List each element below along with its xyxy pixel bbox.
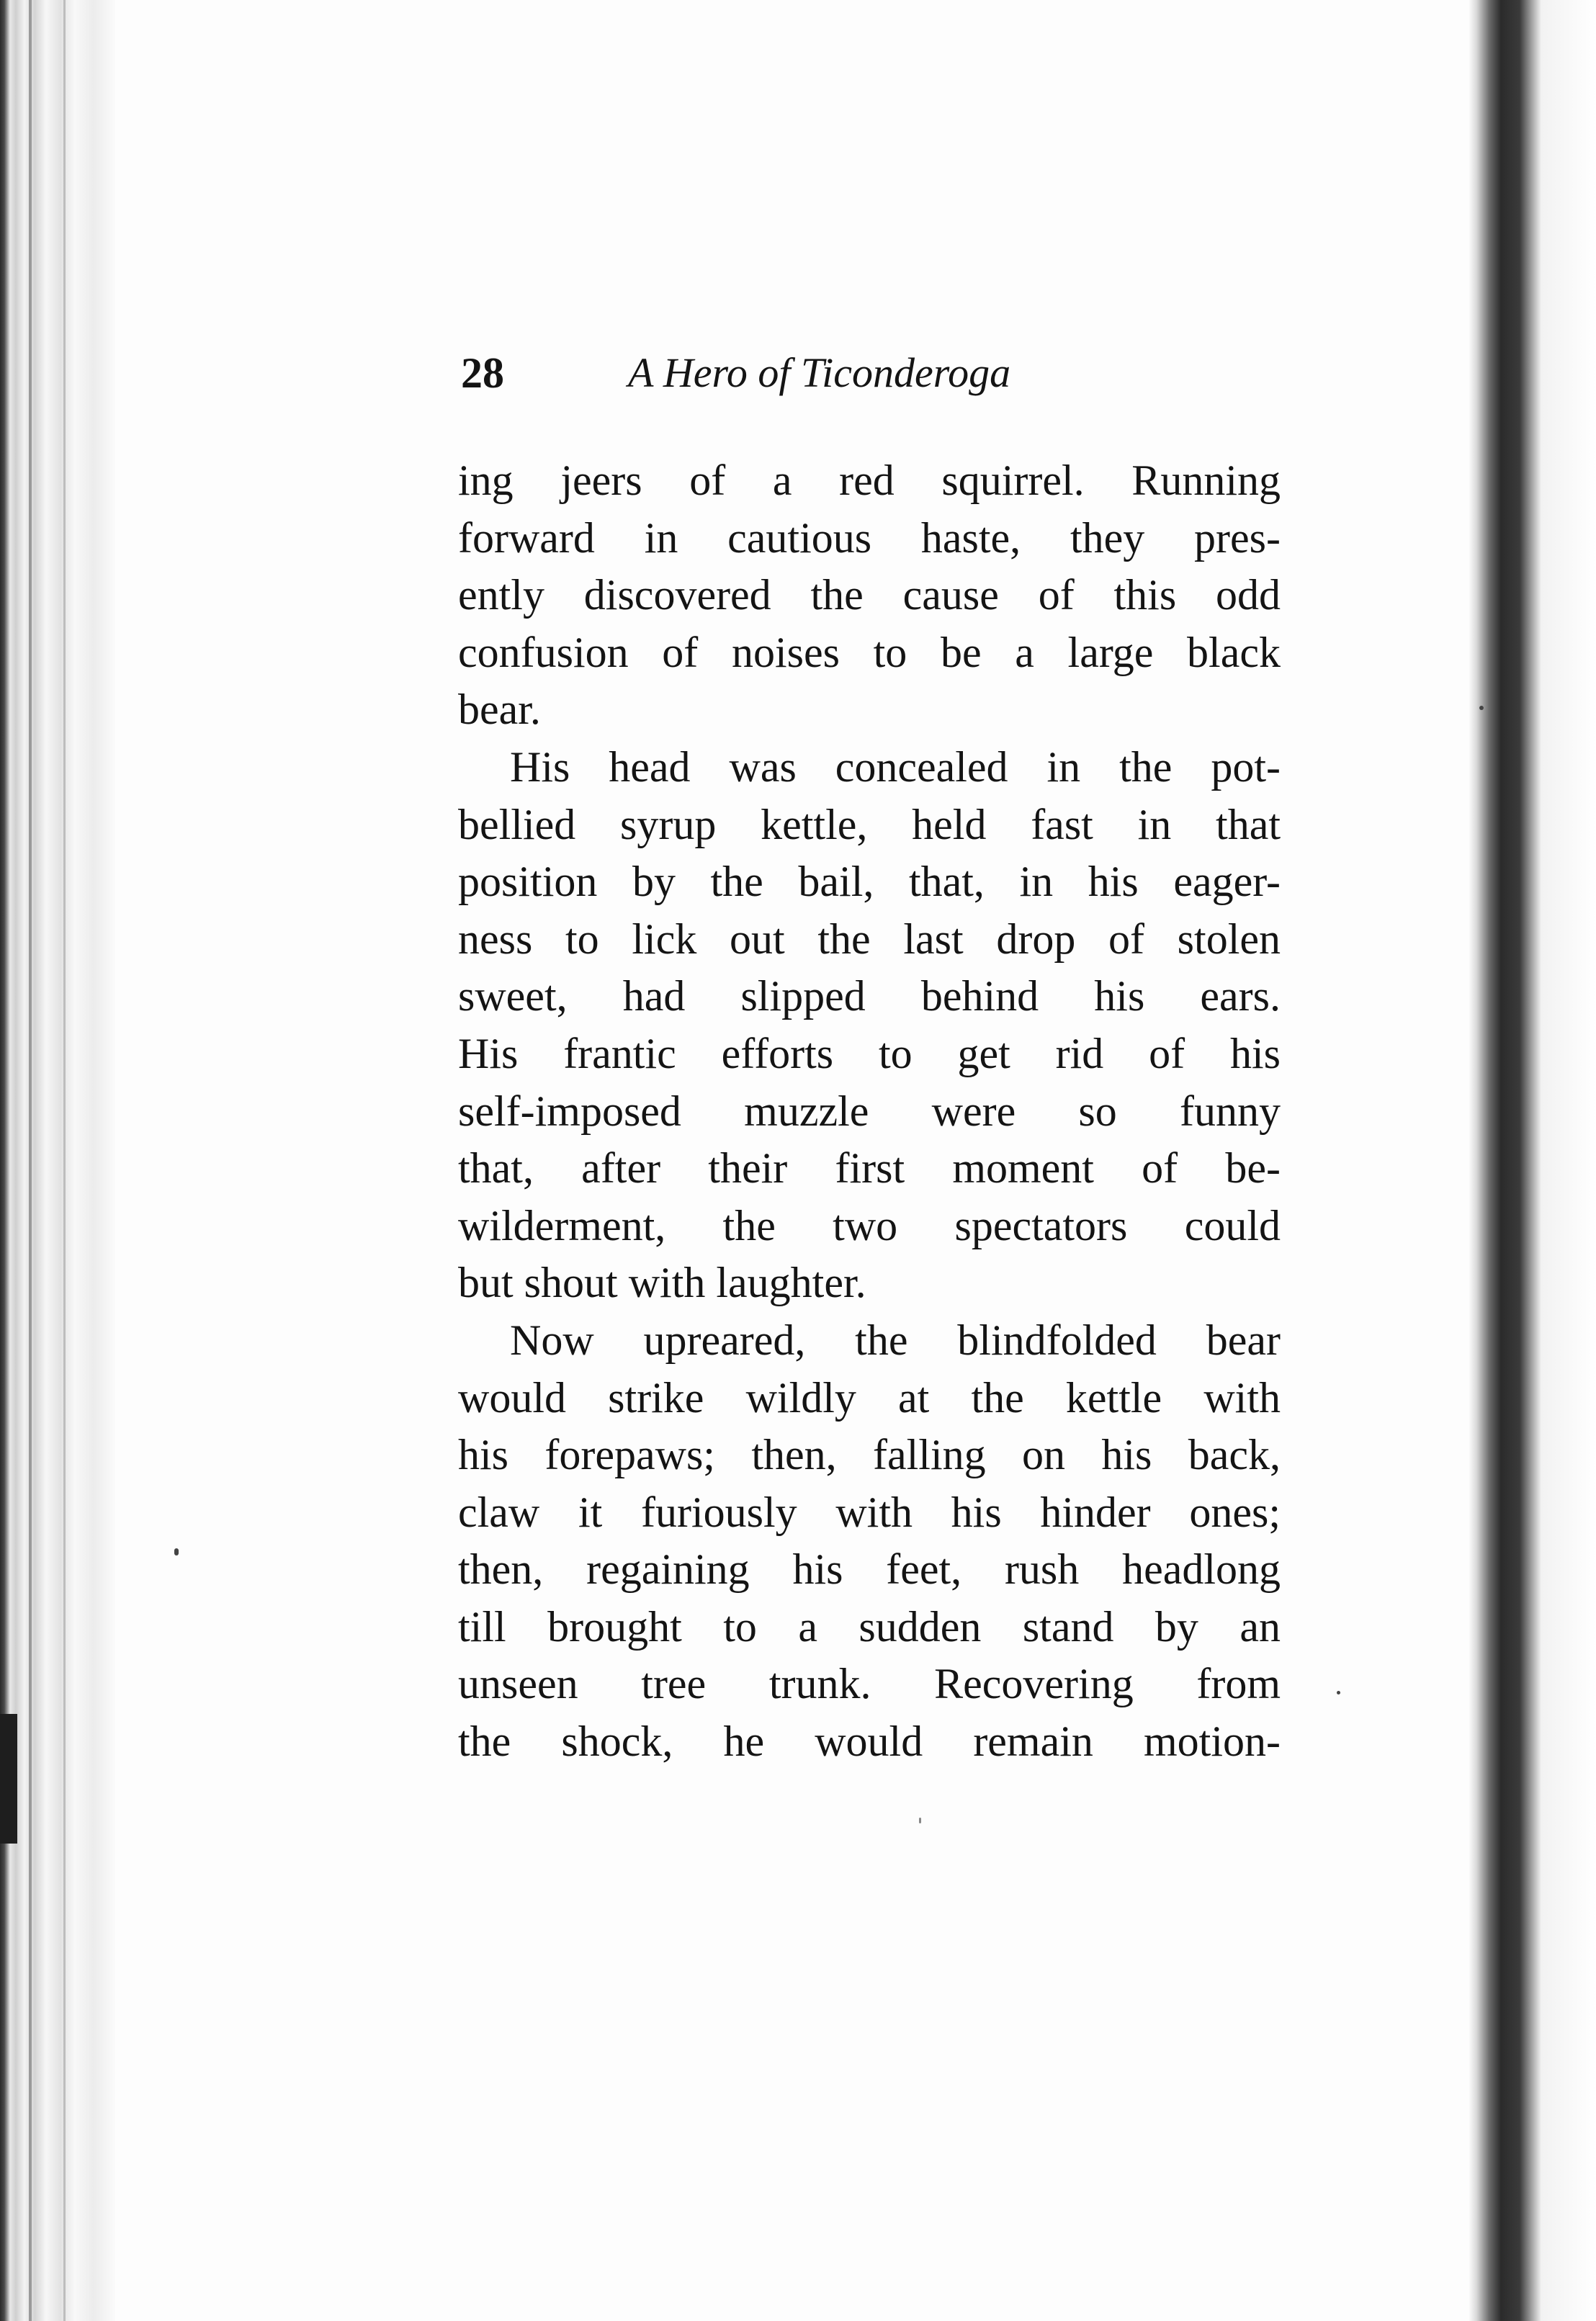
text-line: wilderment, the two spectators could <box>458 1201 1281 1249</box>
print-speck <box>1337 1691 1340 1694</box>
running-title: A Hero of Ticonderoga <box>628 349 1011 396</box>
text-line: the shock, he would remain motion- <box>458 1718 1281 1766</box>
text-line: bellied syrup kettle, held fast in that <box>458 800 1281 848</box>
text-line: sweet, had slipped behind his ears. <box>458 972 1281 1020</box>
page-header <box>461 344 1109 402</box>
text-line: His head was concealed in the pot- <box>510 742 1281 791</box>
text-line: ently discovered the cause of this odd <box>458 571 1281 619</box>
text-line: then, regaining his feet, rush headlong <box>458 1545 1281 1594</box>
print-speck <box>174 1548 179 1555</box>
text-line: ing jeers of a red squirrel. Running <box>458 457 1281 504</box>
text-line: till brought to a sudden stand by an <box>458 1602 1281 1651</box>
text-line: self-imposed muzzle were so funny <box>458 1087 1281 1135</box>
body-text <box>458 452 1281 1771</box>
text-line: bear. <box>458 686 541 734</box>
text-line: would strike wildly at the kettle with <box>458 1373 1281 1422</box>
left-edge-mark <box>0 1714 17 1844</box>
text-line: Now upreared, the blindfolded bear <box>510 1316 1281 1364</box>
left-page-edge <box>0 0 115 2321</box>
text-line: ness to lick out the last drop of stolen <box>458 915 1281 963</box>
left-edge-line <box>63 0 66 2321</box>
text-line: that, after their first moment of be- <box>458 1144 1281 1193</box>
left-edge-line <box>29 0 32 2321</box>
text-line: unseen tree trunk. Recovering from <box>458 1660 1281 1708</box>
page-number: 28 <box>461 349 504 397</box>
text-line: but shout with laughter. <box>458 1259 866 1307</box>
print-speck <box>919 1818 921 1823</box>
text-line: claw it furiously with his hinder ones; <box>458 1488 1281 1536</box>
text-line: forward in cautious haste, they pres- <box>458 513 1281 562</box>
text-line: confusion of noises to be a large black <box>458 628 1281 676</box>
text-line: position by the bail, that, in his eager- <box>458 858 1281 906</box>
text-line: His frantic efforts to get rid of his <box>458 1029 1281 1077</box>
right-gutter-shadow <box>1469 0 1596 2321</box>
text-line: his forepaws; then, falling on his back, <box>458 1431 1281 1479</box>
print-speck <box>1479 706 1484 710</box>
